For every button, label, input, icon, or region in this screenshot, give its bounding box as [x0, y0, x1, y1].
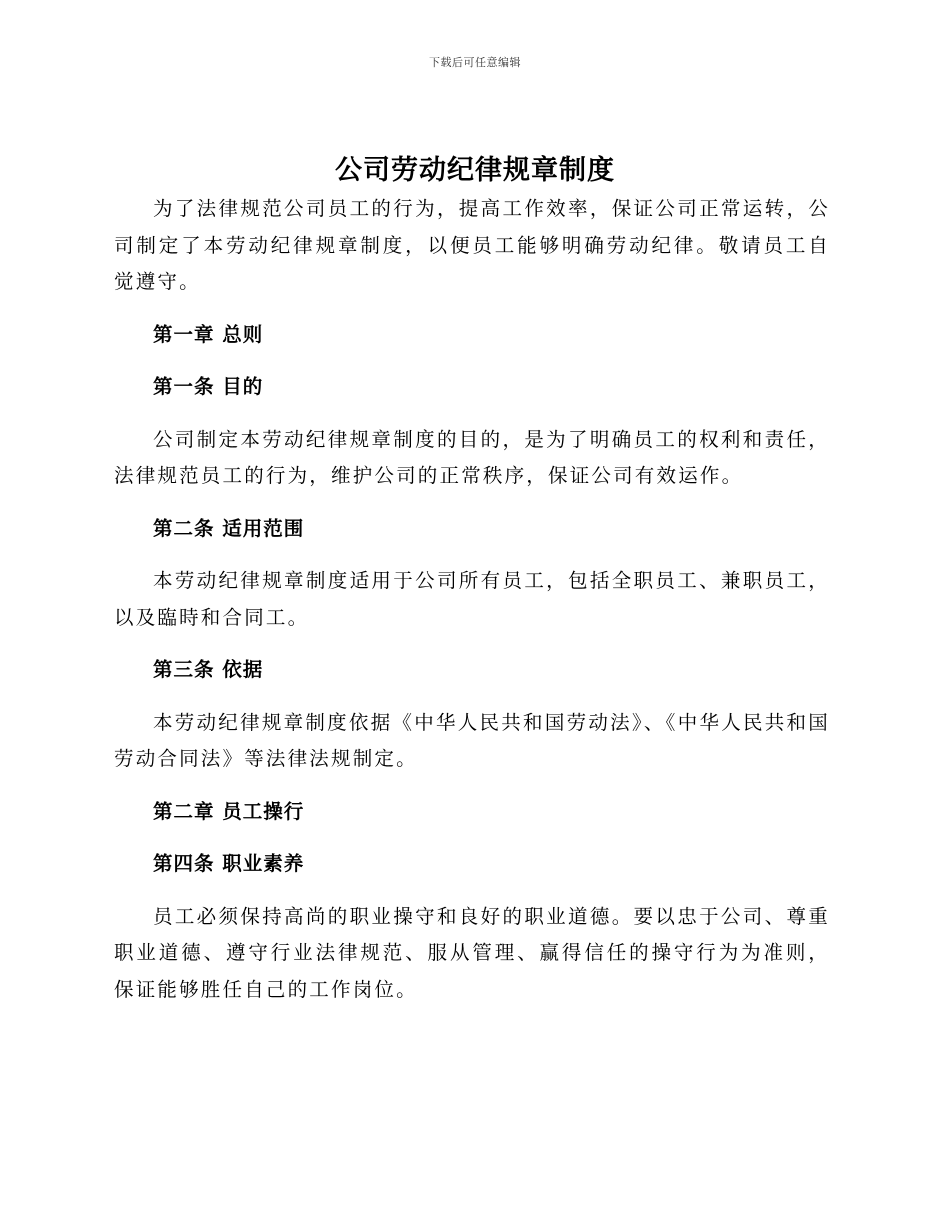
chapter-2-heading: 第二章 员工操行 [153, 799, 305, 823]
article-2-text: 本劳动纪律规章制度适用于公司所有员工，包括全职员工、兼职员工，以及臨時和合同工。 [114, 569, 830, 629]
article-4-heading: 第四条 职业素养 [153, 852, 305, 875]
chapter-1-heading: 第一章 总则 [153, 322, 264, 346]
article-1-heading: 第一条 目的 [153, 375, 264, 398]
intro-paragraph: 为了法律规范公司员工的行为，提高工作效率，保证公司正常运转，公司制定了本劳动纪律规章制度，以便员工能够明确劳动纪律。敬请员工自觉遵守。 [114, 197, 830, 293]
article-3-text: 本劳动纪律规章制度依据《中华人民共和国劳动法》、《中华人民共和国劳动合同法》等法律法规制定。 [114, 710, 830, 770]
header-note: 下载后可任意编辑 [429, 56, 521, 69]
document-body [114, 191, 830, 1008]
article-3-heading: 第三条 依据 [153, 658, 264, 681]
article-1-text: 公司制定本劳动纪律规章制度的目的，是为了明确员工的权利和责任，法律规范员工的行为，维护公司的正常秩序，保证公司有效运作。 [114, 427, 830, 487]
document-title: 公司劳动纪律规章制度 [335, 155, 615, 186]
article-4-text: 员工必须保持高尚的职业操守和良好的职业道德。要以忠于公司、尊重职业道德、遵守行业法律规范、服从管理、赢得信任的操守行为为准则，保证能够胜任自己的工作岗位。 [114, 904, 830, 1001]
article-2-heading: 第二条 适用范围 [153, 516, 305, 540]
